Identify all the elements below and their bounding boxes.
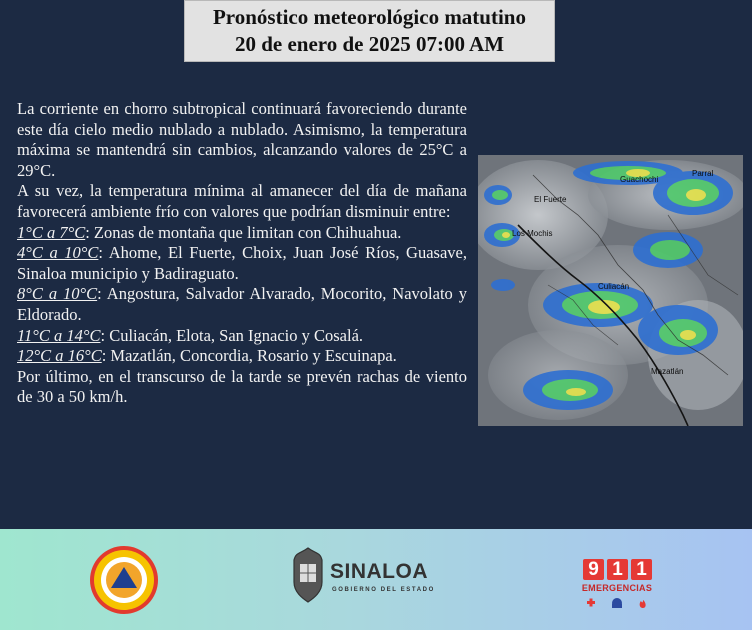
sinaloa-subtitle: GOBIERNO DEL ESTADO <box>332 587 435 593</box>
sinaloa-name: SINALOA <box>330 560 428 583</box>
proteccion-civil-logo <box>89 545 159 615</box>
paragraph-wind: Por último, en el transcurso de la tarde se prevén rachas de viento de 30 a 50 km/h. <box>17 366 467 407</box>
map-label-guachochi: Guachochi <box>620 175 659 184</box>
range-zones: : Angostura, Salvador Alvarado, Mocorito, Navolato y Eldorado. <box>17 284 467 324</box>
range-value: 8°C a 10°C <box>17 284 98 304</box>
range-value: 11°C a 14°C <box>17 325 101 345</box>
title-box <box>184 0 555 62</box>
e911-digit: 1 <box>631 559 652 580</box>
footer-logos <box>0 529 752 630</box>
range-zones: : Zonas de montaña que limitan con Chihuahua. <box>85 222 402 242</box>
e911-label: EMERGENCIAS <box>581 583 653 593</box>
range-item <box>17 223 467 244</box>
range-item <box>17 326 467 347</box>
e911-digit: 1 <box>607 559 628 580</box>
sinaloa-crest-icon <box>290 546 326 604</box>
e911-digit: 9 <box>583 559 604 580</box>
forecast-text <box>17 99 467 408</box>
page-title: Pronóstico meteorológico matutino <box>212 5 526 29</box>
range-item <box>17 346 467 367</box>
range-value: 1°C a 7°C <box>17 222 86 242</box>
paragraph-max-temp: La corriente en chorro subtropical continuará favoreciendo durante este día cielo medio nublado a nublado. Asimismo, la temperatura máxima se mantendrá sin cambios, alcanzando valores de 25°C a 29°C. <box>17 99 467 180</box>
range-zones: : Culiacán, Elota, San Ignacio y Cosalá. <box>100 325 364 345</box>
satellite-radar-map <box>478 155 743 426</box>
map-label-parral: Parral <box>692 169 714 178</box>
range-zones: : Ahome, El Fuerte, Choix, Juan José Ríos, Guasave, Sinaloa municipio y Badiraguato. <box>17 243 467 283</box>
emergency-icons <box>581 595 653 613</box>
map-label-culiacan: Culiacán <box>598 282 630 291</box>
range-item <box>17 284 467 325</box>
forecast-date: 20 de enero de 2025 07:00 AM <box>234 32 505 56</box>
sinaloa-logo <box>290 546 460 606</box>
range-zones: : Mazatlán, Concordia, Rosario y Escuinapa. <box>101 346 397 366</box>
map-label-el-fuerte: El Fuerte <box>534 195 567 204</box>
paragraph-min-temp: A su vez, la temperatura mínima al amanecer del día de mañana favorecerá ambiente frío con valores que podrían disminuir entre: <box>17 181 467 221</box>
emergencias-911-logo <box>581 559 653 615</box>
map-label-los-mochis: Los Mochis <box>512 229 553 238</box>
range-value: 4°C a 10°C <box>17 243 99 263</box>
map-label-mazatlan: Mazatlán <box>651 367 684 376</box>
range-item <box>17 243 467 284</box>
range-value: 12°C a 16°C <box>17 346 102 366</box>
